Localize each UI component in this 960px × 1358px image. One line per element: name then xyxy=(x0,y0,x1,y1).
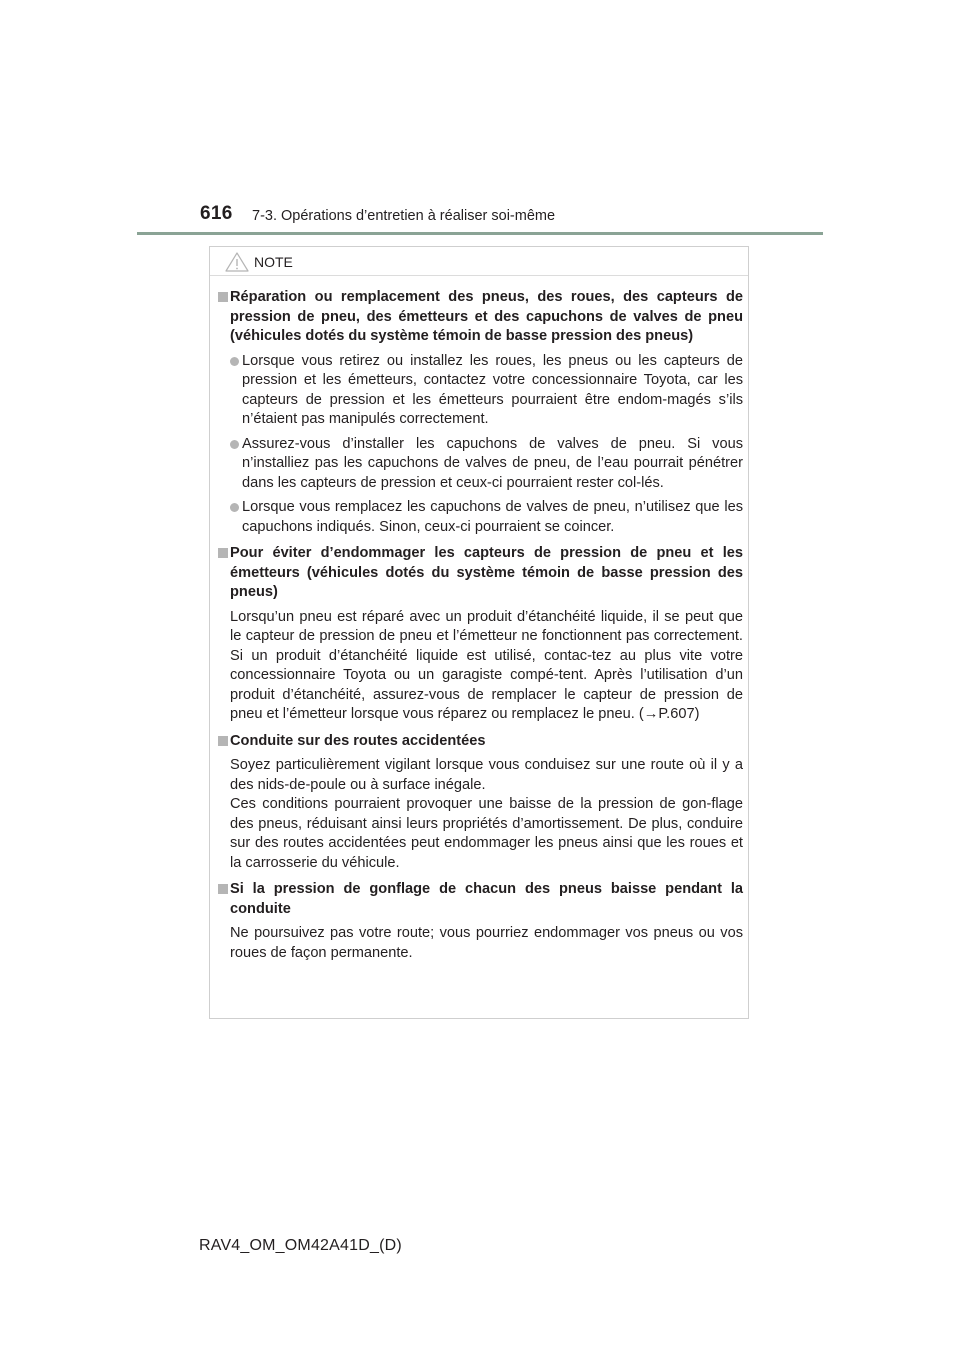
bullet-text: Lorsque vous remplacez les capuchons de valves de pneu, n’utilisez que les capuchons indiqués. Sinon, ceux-ci pourraient se coincer. xyxy=(242,499,743,535)
note-item xyxy=(218,544,743,725)
round-bullet-icon xyxy=(230,503,239,512)
note-item-title: Si la pression de gonflage de chacun des pneus baisse pendant la conduite xyxy=(230,881,743,917)
bullet-item xyxy=(230,352,743,430)
note-item xyxy=(218,880,743,963)
bullet-text: Assurez-vous d’installer les capuchons de valves de pneu. Si vous n’installiez pas les capuchons de valves de pneu, de l’eau pourrait pénétrer dans les capteurs de pression et ceux-ci pourraient rester col-lés. xyxy=(242,435,743,491)
square-bullet-icon xyxy=(218,884,228,894)
bullet-item xyxy=(230,435,743,494)
note-item-title: Pour éviter d’endommager les capteurs de pression de pneu et les émetteurs (véhicules dotés du système témoin de basse pression des pneus) xyxy=(230,545,743,600)
page-number: 616 xyxy=(200,203,233,224)
note-item-title: Conduite sur des routes accidentées xyxy=(230,732,486,749)
square-bullet-icon xyxy=(218,548,228,558)
bullet-text: Lorsque vous retirez ou installez les roues, les pneus ou les capteurs de pression et les émetteurs, contactez votre concessionnaire Toyota, car les capteurs de pression et les émetteurs pourraient être endom-magés s’ils n’étaient pas manipulés correctement. xyxy=(242,352,743,427)
note-item-title: Réparation ou remplacement des pneus, des roues, des capteurs de pression de pneu, des émetteurs et des capuchons de valves de pneu (véhicules dotés du système témoin de basse pression des pneus) xyxy=(230,289,743,344)
note-box xyxy=(209,246,749,1019)
note-body xyxy=(218,288,743,970)
note-item-text: Lorsqu’un pneu est réparé avec un produit d’étanchéité liquide, il se peut que le capteur de pression de pneu et l’émetteur ne fonctionnent pas correctement. Si un produit d’étanchéité liquide est utilisé, contac-tez au plus vite votre concessionnaire Toyota ou un garagiste compé-tent. Après l’utilisation d’un produit d’étanchéité, assurez-vous de remplacer le capteur de pression de pneu et l’émetteur lorsque vous réparez ou remplacez le pneu. (→P.607) xyxy=(230,608,743,722)
note-item-text: Ne poursuivez pas votre route; vous pourriez endommager vos pneus ou vos roues de façon permanente. xyxy=(230,925,743,961)
note-item-text: Ces conditions pourraient provoquer une baisse de la pression de gon-flage des pneus, réduisant ainsi leurs propriétés d’amortissement. De plus, conduire sur des routes accidentées peut endommager les pneus ainsi que les roues et la carrosserie du véhicule. xyxy=(230,796,743,871)
note-header xyxy=(210,247,748,276)
note-label: NOTE xyxy=(254,254,293,270)
section-title: 7-3. Opérations d’entretien à réaliser soi-même xyxy=(252,208,556,224)
note-item-text: Soyez particulièrement vigilant lorsque vous conduisez sur une route où il y a des nids-de-poule ou à surface inégale. xyxy=(230,757,743,793)
square-bullet-icon xyxy=(218,736,228,746)
round-bullet-icon xyxy=(230,440,239,449)
round-bullet-icon xyxy=(230,357,239,366)
bullet-item xyxy=(230,498,743,537)
square-bullet-icon xyxy=(218,292,228,302)
note-item xyxy=(218,288,743,537)
note-item xyxy=(218,732,743,874)
document-code: RAV4_OM_OM42A41D_(D) xyxy=(199,1237,402,1254)
header-rule xyxy=(137,232,823,235)
warning-triangle-icon xyxy=(225,252,249,272)
